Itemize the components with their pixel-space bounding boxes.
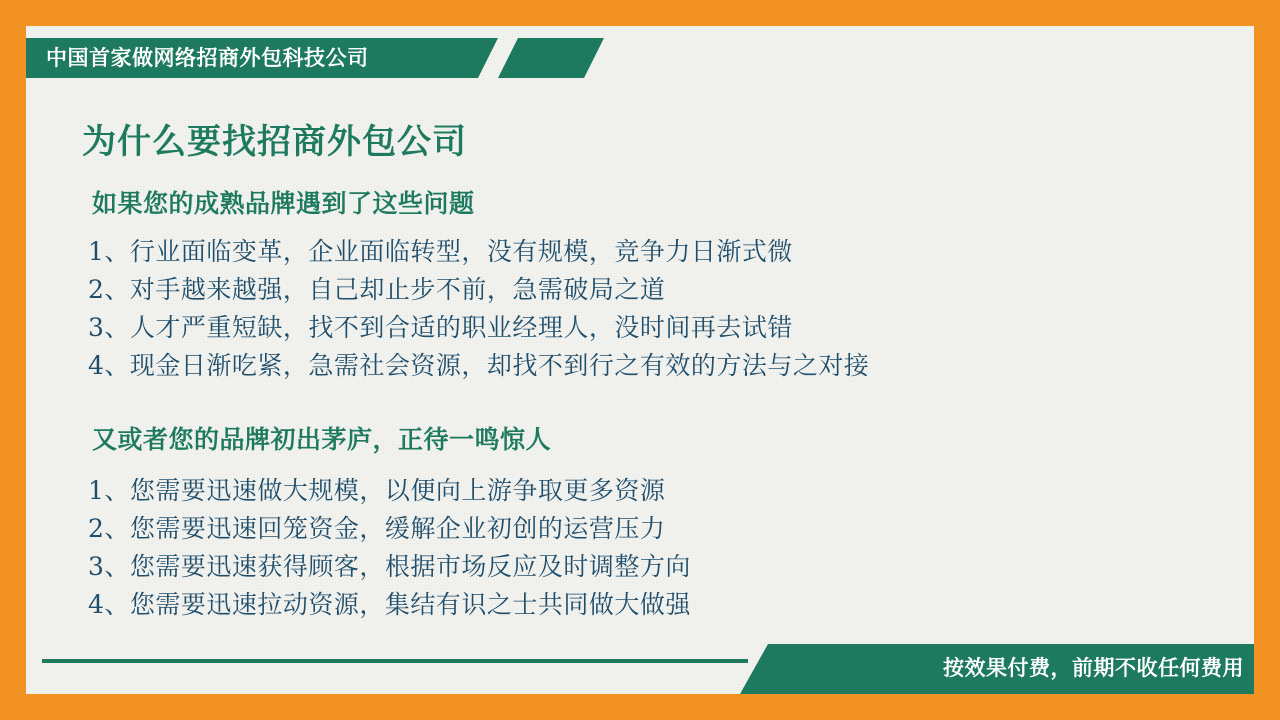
section-list-2 bbox=[88, 472, 691, 624]
list-item: 3、您需要迅速获得顾客，根据市场反应及时调整方向 bbox=[88, 552, 691, 581]
list-item: 2、对手越来越强，自己却止步不前，急需破局之道 bbox=[88, 275, 666, 304]
list-item: 4、现金日渐吃紧，急需社会资源，却找不到行之有效的方法与之对接 bbox=[88, 351, 870, 380]
list-item: 1、行业面临变革，企业面临转型，没有规模，竞争力日渐式微 bbox=[88, 237, 793, 266]
section-heading-2: 又或者您的品牌初出茅庐，正待一鸣惊人 bbox=[92, 426, 552, 454]
section-list-1 bbox=[88, 233, 869, 385]
header-tagline: 中国首家做网络招商外包科技公司 bbox=[46, 47, 369, 70]
list-item: 3、人才严重短缺，找不到合适的职业经理人，没时间再去试错 bbox=[88, 313, 793, 342]
list-item: 2、您需要迅速回笼资金，缓解企业初创的运营压力 bbox=[88, 514, 666, 543]
page-title: 为什么要找招商外包公司 bbox=[82, 123, 467, 161]
list-item: 1、您需要迅速做大规模，以便向上游争取更多资源 bbox=[88, 476, 666, 505]
section-heading-1: 如果您的成熟品牌遇到了这些问题 bbox=[92, 190, 475, 218]
footer-divider bbox=[42, 659, 748, 663]
footer-note: 按效果付费，前期不收任何费用 bbox=[943, 657, 1244, 680]
list-item: 4、您需要迅速拉动资源，集结有识之士共同做大做强 bbox=[88, 590, 691, 619]
